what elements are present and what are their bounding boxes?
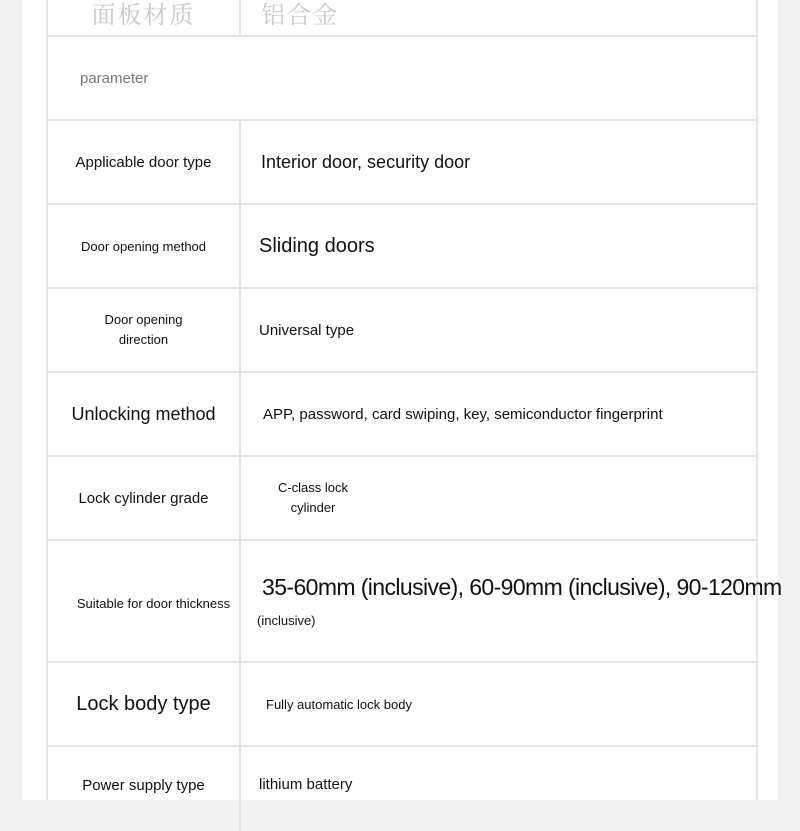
row-label-text: Applicable door type xyxy=(75,153,212,171)
table-row xyxy=(48,289,756,373)
row-value xyxy=(241,373,756,455)
row-label-line1: Door opening xyxy=(104,312,183,327)
table-row xyxy=(48,663,756,747)
row-value-text: Sliding doors xyxy=(259,234,375,257)
row-label-text: Unlocking method xyxy=(71,403,216,424)
row-value-line1: 35-60mm (inclusive), 60-90mm (inclusive), 90-120mm xyxy=(262,574,782,600)
row-value xyxy=(241,121,756,203)
row-label-text: Suitable for door thickness xyxy=(76,595,231,611)
table-row xyxy=(48,373,756,457)
row-label xyxy=(48,747,241,831)
row-label-line2: direction xyxy=(118,332,169,347)
row-value xyxy=(241,457,756,539)
row-value xyxy=(241,289,756,371)
row-value xyxy=(241,541,782,661)
row-label xyxy=(48,0,241,35)
row-value-text: lithium battery xyxy=(259,776,353,793)
row-value-line2: cylinder xyxy=(290,500,336,515)
table-row xyxy=(48,457,756,541)
table-row xyxy=(48,121,756,205)
table-row xyxy=(48,205,756,289)
row-value-text: APP, password, card swiping, key, semiconductor fingerprint xyxy=(263,405,663,423)
table-row xyxy=(48,747,756,831)
row-label xyxy=(48,289,241,371)
row-label-text: Power supply type xyxy=(82,777,205,794)
section-title-cell xyxy=(48,37,756,119)
row-value xyxy=(241,0,756,35)
row-label-text: 面板材质 xyxy=(91,2,196,29)
section-header-row xyxy=(48,37,756,121)
row-label xyxy=(48,457,241,539)
section-title: parameter xyxy=(80,69,149,87)
spec-table xyxy=(46,0,782,800)
row-label xyxy=(48,121,241,203)
row-label-text: Lock cylinder grade xyxy=(78,489,209,507)
row-value-text: Universal type xyxy=(259,321,355,339)
row-value-text: Fully automatic lock body xyxy=(266,696,412,712)
row-value-text: 铝合金 xyxy=(261,2,339,29)
row-value-line2: (inclusive) xyxy=(257,613,316,628)
row-value-text: Interior door, security door xyxy=(261,151,471,172)
row-label xyxy=(48,205,241,287)
row-label-text: Lock body type xyxy=(76,692,211,715)
row-label xyxy=(48,663,241,745)
table-row xyxy=(48,541,782,663)
row-value xyxy=(241,747,756,831)
row-value xyxy=(241,663,756,745)
row-label xyxy=(48,373,241,455)
row-label-text: Door opening method xyxy=(80,238,207,254)
row-label xyxy=(48,541,241,661)
row-value-line1: C-class lock xyxy=(277,480,349,495)
row-value xyxy=(241,205,756,287)
table-row-panel-material xyxy=(48,0,756,37)
